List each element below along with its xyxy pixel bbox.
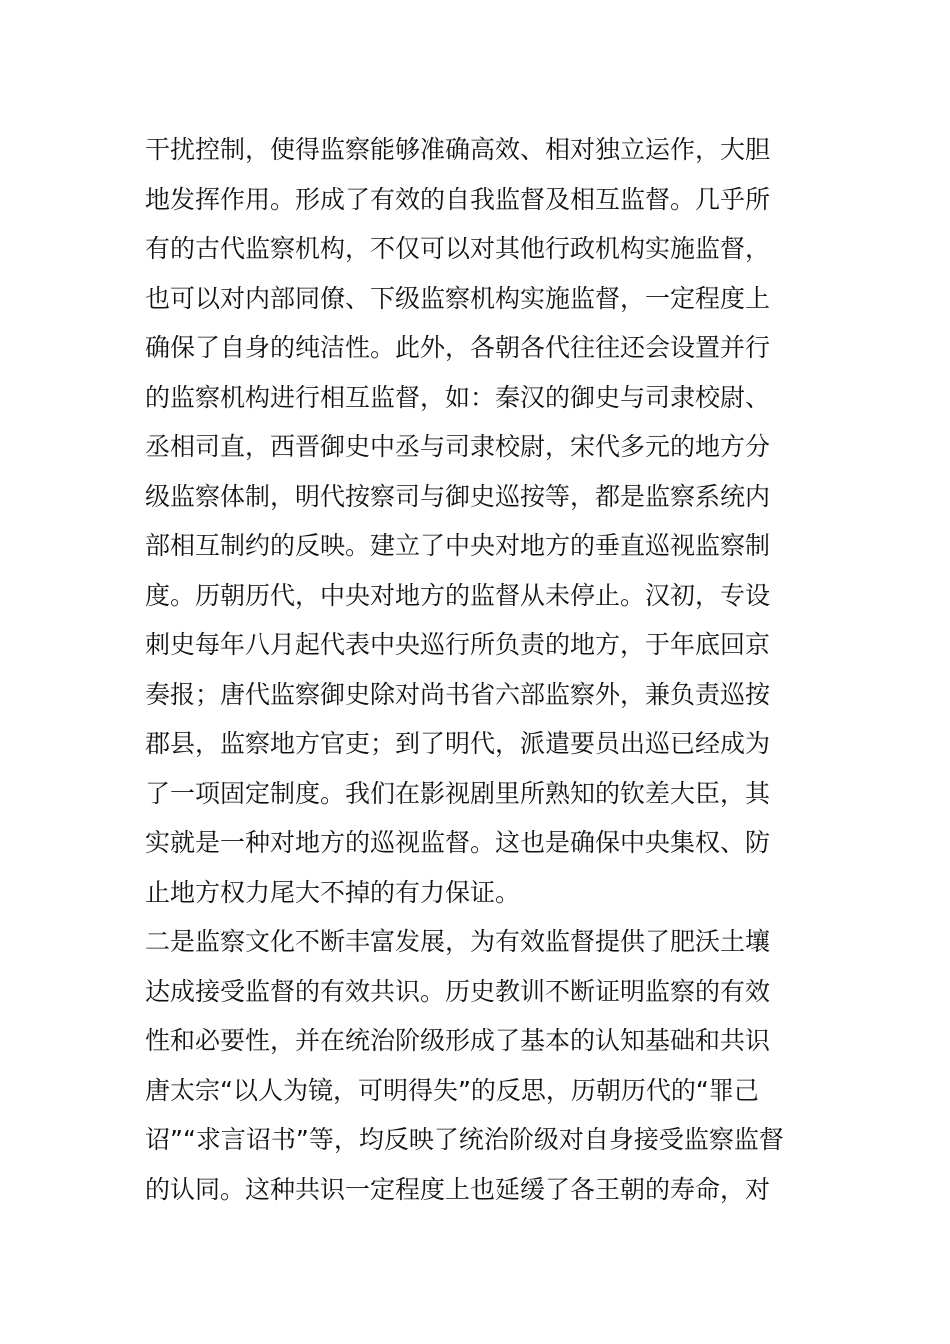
text-line: 奏报；唐代监察御史除对尚书省六部监察外，兼负责巡按 <box>145 679 771 709</box>
text-line: 实就是一种对地方的巡视监督。这也是确保中央集权、防 <box>145 828 771 857</box>
text-line: 确保了自身的纯洁性。此外，各朝各代往往还会设置并行 <box>145 333 771 362</box>
text-line: 的监察机构进行相互监督，如：秦汉的御史与司隶校尉、 <box>145 382 771 412</box>
text-line: 唐太宗“以人为镜，可明得失”的反思，历朝历代的“罪己 <box>145 1075 759 1105</box>
text-line: 诏”“求言诏书”等，均反映了统治阶级对自身接受监察监督 <box>145 1125 784 1154</box>
text-line: 的认同。这种共识一定程度上也延缓了各王朝的寿命，对 <box>145 1174 771 1204</box>
text-line: 干扰控制，使得监察能够准确高效、相对独立运作，大胆 <box>145 135 771 164</box>
text-line: 郡县，监察地方官吏；到了明代，派遣要员出巡已经成为 <box>145 729 771 758</box>
text-line: 达成接受监督的有效共识。历史教训不断证明监察的有效 <box>145 976 771 1006</box>
text-line: 地发挥作用。形成了有效的自我监督及相互监督。几乎所 <box>145 184 771 214</box>
text-line: 级监察体制，明代按察司与御史巡按等，都是监察系统内 <box>145 481 771 511</box>
text-line: 部相互制约的反映。建立了中央对地方的垂直巡视监察制 <box>145 531 771 560</box>
text-line: 度。历朝历代，中央对地方的监督从未停止。汉初，专设 <box>145 580 771 610</box>
text-line: 止地方权力尾大不掉的有力保证。 <box>145 877 521 907</box>
text-line: 丞相司直，西晋御史中丞与司隶校尉，宋代多元的地方分 <box>145 432 771 461</box>
text-line: 性和必要性，并在统治阶级形成了基本的认知基础和共识 <box>145 1026 771 1055</box>
text-line: 二是监察文化不断丰富发展，为有效监督提供了肥沃土壤 <box>145 927 771 956</box>
text-line: 了一项固定制度。我们在影视剧里所熟知的钦差大臣，其 <box>145 778 771 808</box>
body-text <box>145 125 810 1214</box>
text-line: 有的古代监察机构，不仅可以对其他行政机构实施监督， <box>145 234 771 263</box>
text-line: 刺史每年八月起代表中央巡行所负责的地方，于年底回京 <box>145 630 771 659</box>
text-line: 也可以对内部同僚、下级监察机构实施监督，一定程度上 <box>145 283 771 313</box>
